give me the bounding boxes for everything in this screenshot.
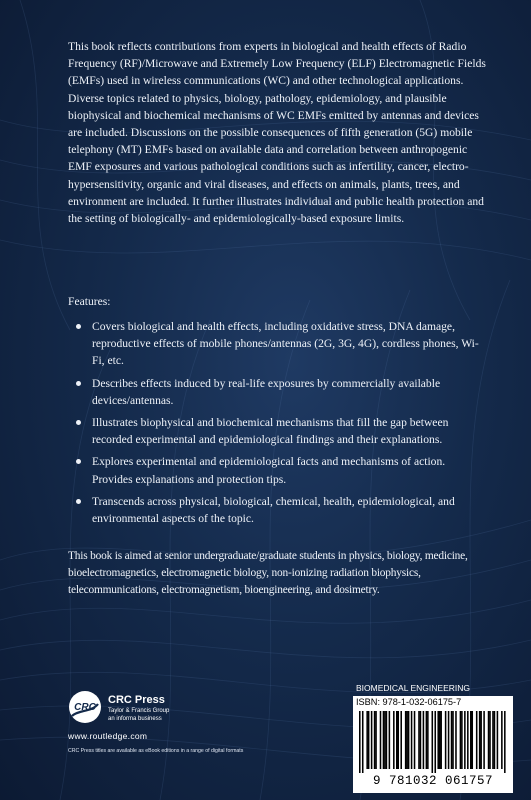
barcode-bar xyxy=(389,711,391,769)
publisher-group: Taylor & Francis Group xyxy=(108,708,170,714)
barcode-bar xyxy=(488,711,490,769)
barcode-bar xyxy=(489,711,491,769)
barcode-bar xyxy=(437,711,439,769)
barcode-bar xyxy=(479,711,481,769)
barcode-bar xyxy=(362,711,364,773)
audience-paragraph: This book is aimed at senior undergraduate/graduate students in physics, biology, medicine, bioelectromagnetics, electromagnetic biology, non-ionizing radiation biophysics, telecommunications, electromagnetism, bioengineering, and dosimetry. xyxy=(68,550,468,597)
barcode-bar xyxy=(366,711,368,769)
barcode-bar xyxy=(386,711,388,769)
barcode-bar xyxy=(397,711,399,769)
subject-category: BIOMEDICAL ENGINEERING xyxy=(356,683,470,693)
barcode-bar xyxy=(504,711,506,773)
barcode-bar xyxy=(440,711,442,769)
barcode-bar xyxy=(464,711,466,769)
barcode-bar xyxy=(414,711,416,769)
barcode-bar xyxy=(501,711,503,769)
barcode-digits: 9 781032 061757 xyxy=(372,774,494,788)
feature-text: Describes effects induced by real-life exposures by commercially available devices/antennas. xyxy=(92,376,441,407)
barcode-bar xyxy=(396,711,398,769)
barcode-bar xyxy=(460,711,462,769)
features-list xyxy=(68,318,488,532)
barcode-bar xyxy=(374,711,376,769)
feature-item xyxy=(68,375,488,409)
barcode-bar xyxy=(452,711,454,769)
barcode-bar xyxy=(420,711,422,769)
publisher-website[interactable]: www.routledge.com xyxy=(68,731,148,741)
barcode-bar xyxy=(471,711,473,769)
publisher-block xyxy=(68,690,328,770)
barcode-icon xyxy=(359,711,507,773)
barcode-bar xyxy=(494,711,496,769)
bullet-icon xyxy=(76,420,81,425)
barcode-bar xyxy=(476,711,478,769)
barcode-bar xyxy=(400,711,402,769)
barcode-bar xyxy=(448,711,450,769)
barcode-bar xyxy=(439,711,441,769)
bullet-icon xyxy=(76,459,81,464)
bullet-icon xyxy=(76,324,81,329)
svg-text:CRC: CRC xyxy=(74,702,96,713)
barcode-bar xyxy=(406,711,408,769)
feature-text: Transcends across physical, biological, chemical, health, epidemiological, and environmental aspects of the topic. xyxy=(92,494,455,526)
feature-item xyxy=(68,493,488,527)
bullet-icon xyxy=(76,381,81,386)
barcode-bar xyxy=(483,711,485,769)
barcode-bar xyxy=(384,711,386,769)
barcode-bar xyxy=(427,711,429,769)
barcode-bar xyxy=(434,711,436,773)
feature-item xyxy=(68,453,488,487)
barcode-bar xyxy=(383,711,385,769)
publisher-name: CRC Press xyxy=(108,694,165,706)
publisher-business: an informa business xyxy=(108,716,162,722)
crc-press-logo-icon xyxy=(68,690,102,724)
feature-text: Illustrates biophysical and biochemical mechanisms that fill the gap between recorded experimental and epidemiological findings and their explanations. xyxy=(92,416,449,447)
description-paragraph: This book reflects contributions from experts in biological and health effects of Radio Frequency (RF)/Microwave and Extremely Low Frequency (ELF) Electromagnetic Fields (EMFs) used in wireless communications (WC) and other technological applications. Diverse topics related to physics, biology, pathology, epidemiology, and plausible biophysical and biochemical mechanisms of WC EMFs emitted by antennas and devices are included. Discussions on the possible consequences of fifth generation (5G) mobile telephony (MT) EMFs based on available data and correlation between anthropogenic EMF exposures and various pathological conditions such as infertility, cancer, electro-hypersensitivity, organic and viral diseases, and effects on animals, plants, trees, and environment are included. It further illustrates individual and public health protection and the setting of biologically- and epidemiologically-based exposure limits. xyxy=(68,40,486,226)
barcode-bar xyxy=(423,711,425,769)
barcode-bar xyxy=(451,711,453,769)
barcode-bar xyxy=(418,711,420,769)
barcode-bar xyxy=(393,711,395,769)
barcode-panel xyxy=(353,696,513,793)
barcode-bar xyxy=(405,711,407,769)
barcode-bar xyxy=(426,711,428,769)
barcode-bar xyxy=(375,711,377,769)
barcode-bar xyxy=(497,711,499,769)
barcode-bar xyxy=(445,711,447,769)
feature-text: Explores experimental and epidemiological facts and mechanisms of action. Provides explanations and protection tips. xyxy=(92,455,446,486)
barcode-bar xyxy=(467,711,469,769)
features-heading: Features: xyxy=(68,295,111,308)
feature-item xyxy=(68,414,488,448)
barcode-bar xyxy=(359,711,361,773)
feature-text: Covers biological and health effects, including oxidative stress, DNA damage, reproductive effects of mobile phones/antennas (2G, 3G, 4G), cordless phones, Wi-Fi, etc. xyxy=(92,320,479,368)
barcode-bar xyxy=(455,711,457,769)
barcode-bar xyxy=(368,711,370,769)
barcode-bar xyxy=(411,711,413,769)
isbn-label: ISBN: 978-1-032-06175-7 xyxy=(356,697,462,707)
barcode-bar xyxy=(408,711,410,769)
barcode-bar xyxy=(432,711,434,773)
barcode-bar xyxy=(492,711,494,769)
barcode-bar xyxy=(371,711,373,769)
barcode-bar xyxy=(380,711,382,769)
isbn-block xyxy=(353,683,513,793)
feature-item xyxy=(68,318,488,370)
barcode-bar xyxy=(461,711,463,769)
barcode-bar xyxy=(480,711,482,769)
ebook-note: CRC Press titles are available as eBook editions in a range of digital formats xyxy=(68,748,244,754)
barcode-bar xyxy=(470,711,472,769)
bullet-icon xyxy=(76,499,81,504)
